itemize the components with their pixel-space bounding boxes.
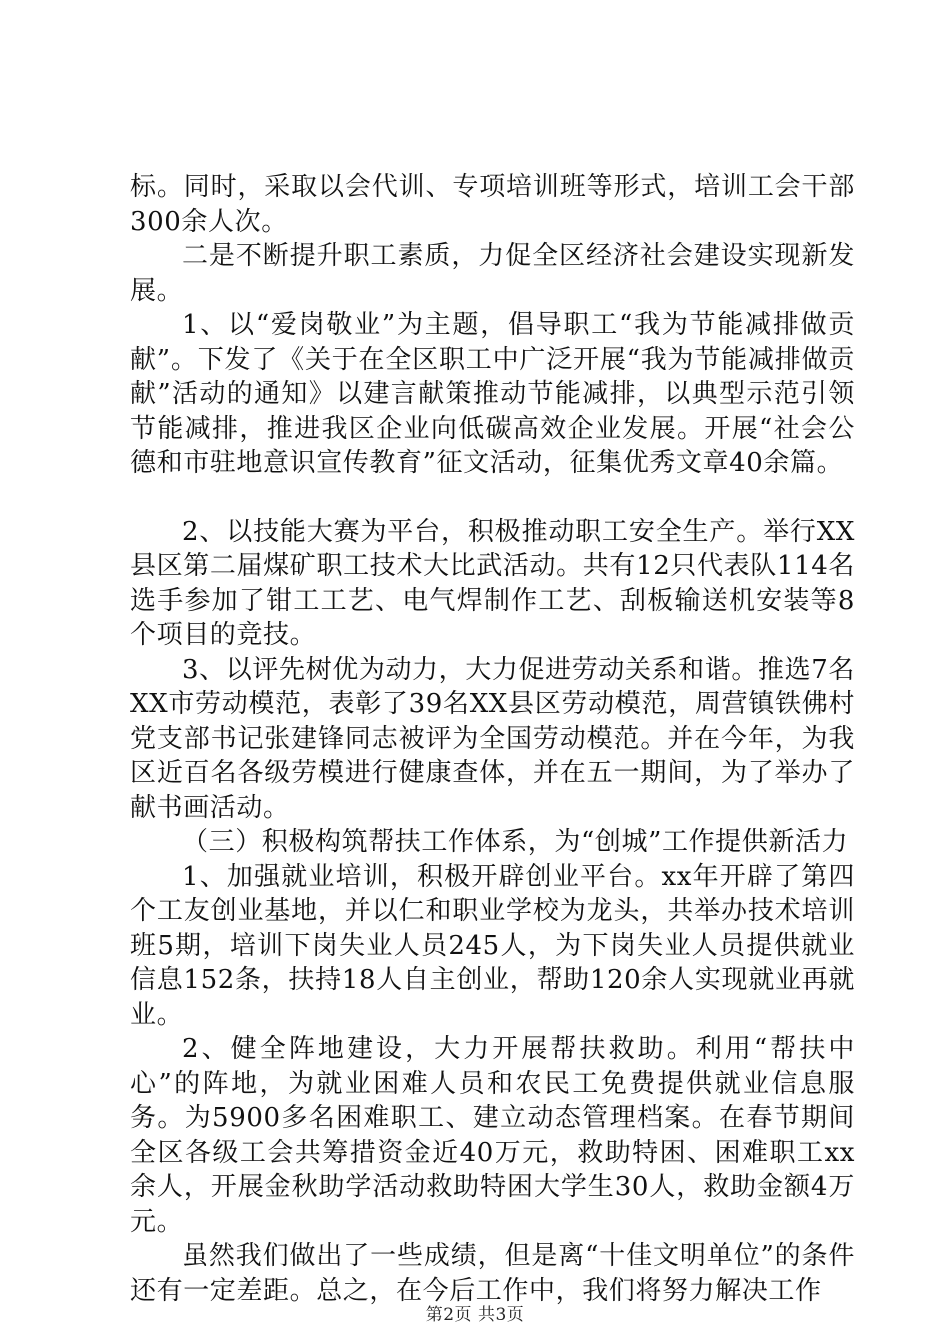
paragraph-8: 虽然我们做出了一些成绩，但是离“十佳文明单位”的条件还有一定差距。总之，在今后工作中，我们将努力解决工作 [130,1241,855,1306]
page-footer [0,1300,950,1325]
document-body [130,170,855,1308]
paragraph-1: 标。同时，采取以会代训、专项培训班等形式，培训工会干部300余人次。 [130,172,855,237]
paragraph-3: 1、以“爱岗敬业”为主题，倡导职工“我为节能减排做贡献”。下发了《关于在全区职工中广泛开展“我为节能减排做贡献”活动的通知》以建言献策推动节能减排，以典型示范引领节能减排，推进我区企业向低碳高效企业发展。开展“社会公德和市驻地意识宣传教育”征文活动，征集优秀文章40余篇。 [130,310,855,478]
paragraph-7: 2、健全阵地建设，大力开展帮扶救助。利用“帮扶中心”的阵地，为就业困难人员和农民工免费提供就业信息服务。为5900多名困难职工、建立动态管理档案。在春节期间全区各级工会共筹措资金近40万元，救助特困、困难职工xx余人，开展金秋助学活动救助特困大学生30人，救助金额4万元。 [130,1034,855,1237]
section-heading-3: （三）积极构筑帮扶工作体系，为“创城”工作提供新活力 [182,827,849,857]
paragraph-4: 2、以技能大赛为平台，积极推动职工安全生产。举行XX县区第二届煤矿职工技术大比武活动。共有12只代表队114名选手参加了钳工工艺、电气焊制作工艺、刮板输送机安装等8个项目的竞技。 [130,516,855,650]
paragraph-2: 二是不断提升职工素质，力促全区经济社会建设实现新发展。 [130,241,855,306]
page-number-label: 第2页 共3页 [425,1305,525,1325]
paragraph-6: 1、加强就业培训，积极开辟创业平台。xx年开辟了第四个工友创业基地，并以仁和职业学校为龙头，共举办技术培训班5期，培训下岗失业人员245人，为下岗失业人员提供就业信息152条，扶持18人自主创业，帮助120余人实现就业再就业。 [130,861,855,1030]
paragraph-spacer [130,481,855,515]
paragraph-5: 3、以评先树优为动力，大力促进劳动关系和谐。推选7名XX市劳动模范，表彰了39名XX县区劳动模范，周营镇铁佛村党支部书记张建锋同志被评为全国劳动模范。并在今年，为我区近百名各级劳模进行健康查体，并在五一期间，为了举办了献书画活动。 [130,654,855,823]
